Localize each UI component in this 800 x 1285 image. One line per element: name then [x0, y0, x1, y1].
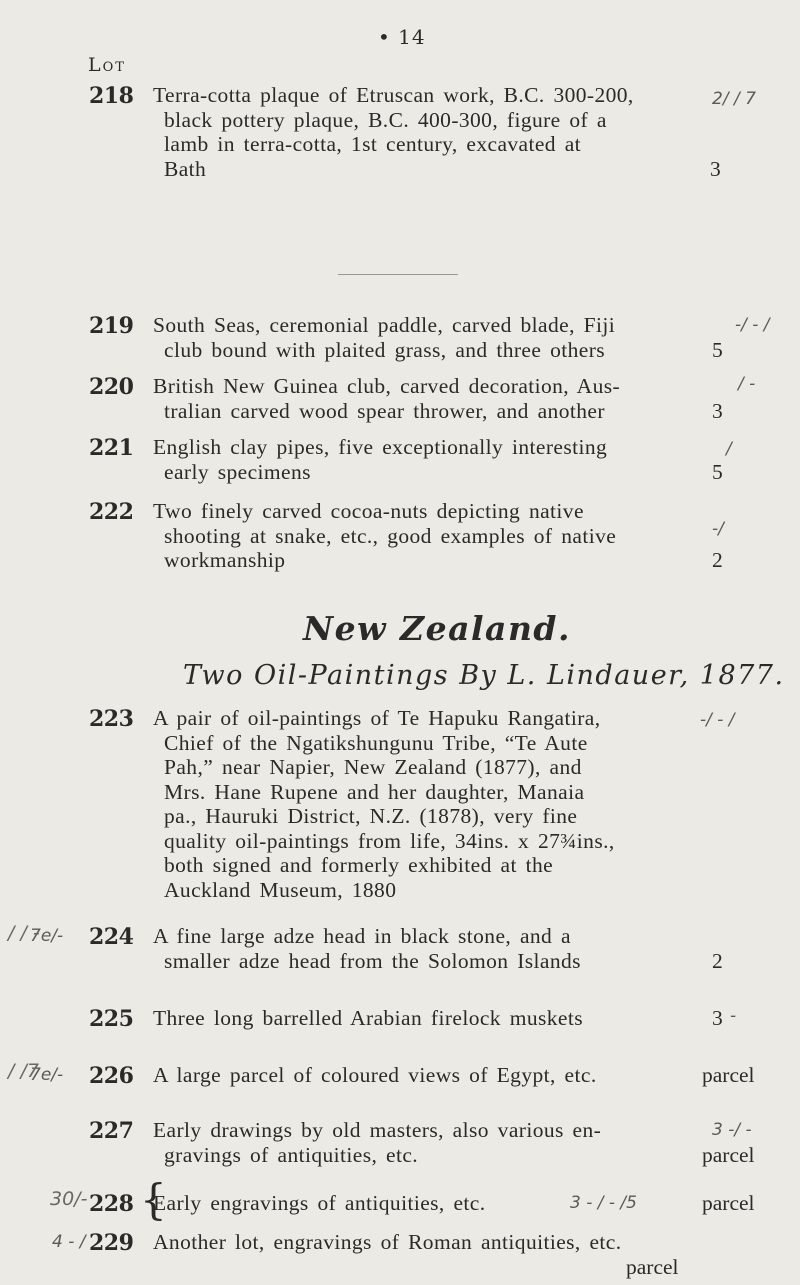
pencil-price-note: 7e/- [30, 926, 64, 946]
pencil-price-note: - [730, 1006, 737, 1026]
description-line: English clay pipes, five exceptionally interesting [153, 435, 608, 459]
lot-quantity: 2 [712, 548, 723, 572]
lot-description [153, 313, 743, 362]
lot-number: 227 [89, 1118, 134, 1144]
lot-quantity: parcel [626, 1255, 679, 1279]
pencil-price-note: / - [738, 374, 756, 394]
lot-description [153, 1230, 743, 1255]
description-line: both signed and formerly exhibited at the [164, 853, 554, 877]
pencil-price-note: -/ [712, 519, 724, 539]
lot-number: 224 [89, 924, 134, 950]
lot-number: 228 [89, 1191, 134, 1217]
description-line: early specimens [164, 459, 311, 484]
lot-number: 226 [89, 1063, 134, 1089]
lot-quantity: parcel [702, 1063, 755, 1087]
description-line: workmanship [164, 548, 286, 572]
description-line: lamb in terra-cotta, 1st century, excavated at [164, 132, 582, 156]
description-line: Pah,” near Napier, New Zealand (1877), and [164, 755, 582, 779]
margin-handwriting: / /7 [8, 1060, 39, 1082]
lot-quantity: 5 [712, 338, 723, 362]
lot-description [153, 374, 743, 423]
description-line: Bath [164, 156, 207, 181]
lot-number: 222 [89, 499, 134, 525]
lot-number: 219 [89, 313, 134, 339]
lot-description [153, 924, 743, 973]
lot-number: 221 [89, 435, 134, 461]
description-line: gravings of antiquities, etc. [164, 1142, 419, 1167]
pencil-price-note: -/ - / [700, 710, 735, 730]
description-line: Mrs. Hane Rupene and her daughter, Manaia [164, 779, 585, 804]
lot-column-header: Lot [88, 54, 126, 76]
description-line: South Seas, ceremonial paddle, carved blade, Fiji [153, 313, 616, 337]
lot-description [153, 706, 743, 902]
lot-description [153, 499, 743, 573]
lot-number: 218 [89, 83, 134, 109]
section-subheading: Two Oil-Paintings By L. Lindauer, 1877. [183, 660, 785, 691]
description-line: Two finely carved cocoa-nuts depicting native [153, 499, 584, 523]
description-line: shooting at snake, etc., good examples of native [164, 523, 617, 548]
pencil-price-note: 7e/- [30, 1065, 64, 1085]
grouping-brace: { [140, 1175, 167, 1224]
lot-description [153, 83, 743, 181]
pencil-price-note: 3 -/ - [712, 1120, 752, 1140]
section-divider [338, 274, 458, 275]
section-heading: New Zealand. [303, 609, 571, 648]
pencil-price-note: 4 - / [52, 1232, 86, 1252]
lot-quantity: 3 [710, 157, 721, 181]
lot-number: 229 [89, 1230, 134, 1256]
description-line: A large parcel of coloured views of Egypt, etc. [153, 1063, 597, 1087]
description-line: Three long barrelled Arabian firelock muskets [153, 1006, 584, 1030]
pencil-price-note: / [726, 439, 732, 459]
lot-quantity: parcel [702, 1191, 755, 1215]
description-line: black pottery plaque, B.C. 400-300, figure of a [164, 107, 607, 132]
page-number: • 14 [378, 25, 426, 49]
lot-description [153, 435, 743, 484]
description-line: Another lot, engravings of Roman antiquities, etc. [153, 1230, 622, 1254]
description-line: British New Guinea club, carved decoration, Aus- [153, 374, 621, 398]
lot-description [153, 1191, 743, 1216]
description-line: Chief of the Ngatikshungunu Tribe, “Te Aute [164, 730, 588, 755]
pencil-price-note: 3 - / - /5 [570, 1193, 637, 1213]
lot-quantity: 3 [712, 1006, 723, 1030]
description-line: tralian carved wood spear thrower, and another [164, 398, 605, 423]
description-line: pa., Hauruki District, N.Z. (1878), very fine [164, 804, 578, 828]
lot-quantity: parcel [702, 1143, 755, 1167]
lot-quantity: 5 [712, 460, 723, 484]
description-line: A pair of oil-paintings of Te Hapuku Rangatira, [153, 706, 601, 730]
margin-handwriting: / / - [8, 922, 40, 944]
description-line: club bound with plaited grass, and three others [164, 337, 606, 362]
description-line: Terra-cotta plaque of Etruscan work, B.C. 300-200, [153, 83, 634, 107]
lot-description [153, 1063, 743, 1088]
lot-number: 220 [89, 374, 134, 400]
margin-handwriting: 30/- [50, 1188, 88, 1210]
description-line: Early engravings of antiquities, etc. [153, 1191, 486, 1215]
lot-description [153, 1006, 743, 1031]
pencil-price-note: 2/ / 7 [712, 89, 756, 109]
lot-description [153, 1118, 743, 1167]
description-line: quality oil-paintings from life, 34ins. x 27¾ins., [164, 828, 615, 853]
lot-quantity: 2 [712, 949, 723, 973]
description-line: A fine large adze head in black stone, and a [153, 924, 571, 948]
description-line: Early drawings by old masters, also various en- [153, 1118, 602, 1142]
lot-number: 223 [89, 706, 134, 732]
description-line: Auckland Museum, 1880 [164, 877, 397, 902]
pencil-price-note: -/ - / [735, 315, 770, 335]
lot-number: 225 [89, 1006, 134, 1032]
description-line: smaller adze head from the Solomon Islands [164, 948, 581, 973]
lot-quantity: 3 [712, 399, 723, 423]
